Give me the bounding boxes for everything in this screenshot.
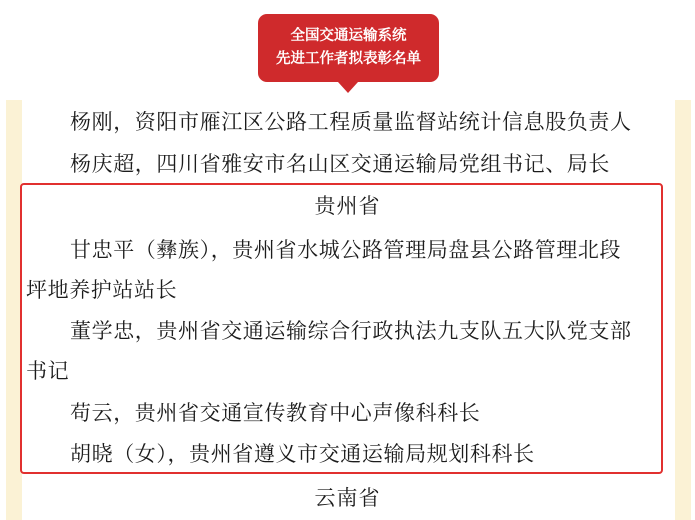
honoree-entry-dong-xuezhong-line-2: 书记 <box>26 359 70 383</box>
honoree-entry-dong-xuezhong-line-1: 董学忠，贵州省交通运输综合行政执法九支队五大队党支部 <box>70 319 632 343</box>
banner-pointer-icon <box>338 82 358 93</box>
banner-title-line-1: 全国交通运输系统 <box>290 28 407 44</box>
honoree-entry-gan-zhongping-line-2: 坪地养护站站长 <box>26 278 178 302</box>
banner-title-line-2: 先进工作者拟表彰名单 <box>276 51 421 67</box>
section-heading-guizhou: 贵州省 <box>314 194 381 218</box>
section-heading-yunnan: 云南省 <box>314 486 381 510</box>
honoree-entry-yang-gang: 杨刚，资阳市雁江区公路工程质量监督站统计信息股负责人 <box>70 110 632 134</box>
honoree-entry-hu-xiao: 胡晓（女），贵州省遵义市交通运输局规划科科长 <box>70 442 535 466</box>
honoree-entry-gou-yun: 苟云，贵州省交通宣传教育中心声像科科长 <box>70 401 481 425</box>
right-decorative-strip <box>675 100 691 520</box>
honoree-entry-gan-zhongping-line-1: 甘忠平（彝族），贵州省水城公路管理局盘县公路管理北段 <box>70 238 622 262</box>
honoree-entry-yang-qingchao: 杨庆超，四川省雅安市名山区交通运输局党组书记、局长 <box>70 152 610 176</box>
title-banner <box>258 14 439 82</box>
